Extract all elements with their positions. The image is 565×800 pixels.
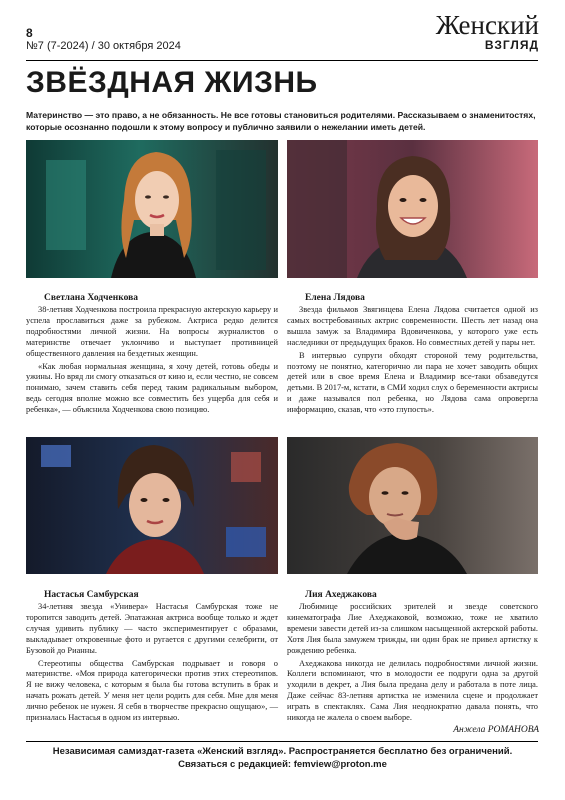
paragraph: «Как любая нормальная женщина, я хочу детей, готовь обеды и ужины. Но вряд ли смогу отказаться от кино и, если честно, не совсем понимаю, зачем ставить себя перед таким радикальным выбором, ведь сегодня вполне можно все совместить без ущерба для себя и ребенка», — объяснила Ходченкова свою позицию. [26,361,278,415]
article-lede: Материнство — это право, а не обязанность. Не все готовы становиться родителями. Рассказываем о знаменитостях, которые осознанно подошли к этому вопросу и публично заявили о нежелании иметь детей. [26,110,536,132]
photo-khodchenkova [26,140,278,278]
section-heading-akhedzhakova: Лия Ахеджакова [305,590,377,600]
paragraph: Любимице российских зрителей и звезде советского кинематографа Лие Ахеджаковой, возможно, тоже не хватило времени завести детей из-за слишком насыщенной актерской работы. Хотя Лия была замужем трижды, ни один брак не привел артистку к рождению ребенка. [287,602,538,655]
section-heading-khodchenkova: Светлана Ходченкова [44,293,138,303]
paragraph: Звезда фильмов Звягинцева Елена Лядова считается одной из самых востребованных актрис современности. Шесть лет назад она вышла замуж за Владимира Вдовиченкова, у которого уже есть наследники от предыдущих браков. Но совместных детей у пары нет. [287,305,538,347]
masthead-title: Женский [435,10,539,40]
photo-akhedzhakova [287,437,538,574]
footer-contact: Связаться с редакцией: femview@proton.me [178,759,387,770]
header-divider [26,60,538,61]
paragraph: 38-летняя Ходченкова построила прекрасную актерскую карьеру и успела прославиться даже за рубежом. Актриса редко делится подробностями личной жизни. На вопросы журналистов о материнстве отвечает уклончиво и выступает противницей общественного давления на бездетных женщин. [26,305,278,358]
article-headline: ЗВЁЗДНАЯ ЖИЗНЬ [26,66,318,99]
footer-divider [26,741,538,742]
paragraph: Стереотипы общества Самбурская подрывает и говоря о материнстве. «Моя природа категорически против этих стереотипов. Я не вижу человека, с которым я была бы готова вступить в брак и начать рожать детей. У меня нет цели родить для себя. Мне для меня лично ребенок не нужен. Я себя в творчестве прекрасно ощущаю», — призналась Настасья в одном из интервью. [26,658,278,723]
section-text-khodchenkova [26,305,278,416]
section-heading-samburskaya: Настасья Самбурская [44,590,139,600]
photo-samburskaya [26,437,278,574]
paragraph: 34-летняя звезда «Универа» Настасья Самбурская тоже не торопится заводить детей. Эпатажная актриса вообще только и ждет случая удивить публику — часто экспериментирует с образами, выкладывает откровенные фото и ругается с другими селебрити, от Бузовой до Рианны. [26,602,278,655]
section-text-lyadova [287,305,538,416]
photo-lyadova [287,140,538,278]
paragraph: В интервью супруги обходят стороной тему родительства, поэтому не понятно, категорично ли пара не хочет заводить общих детей или в свое время Елена и Владимир все-таки обзаведутся детьми. В 2017-м, кстати, в СМИ ходил слух о беременности актрисы и даже назывался пол ребенка, но Лядова сама опровергла информацию, сказав, что «это глупость». [287,350,538,415]
masthead-subtitle: ВЗГЛЯД [484,38,539,52]
author-signature: Анжела РОМАНОВА [453,725,539,735]
footer-tagline: Независимая самиздат-газета «Женский взгляд». Распространяется бесплатно без ограничений. [52,746,513,757]
section-text-akhedzhakova [287,602,538,724]
section-heading-lyadova: Елена Лядова [305,293,365,303]
paragraph: Ахеджакова никогда не делилась подробностями личной жизни. Коллеги вспоминают, что в молодости ее подруги одна за другой уходили в декрет, а Лия была предана делу и работала в поте лица. Даже сейчас 83-летняя артистка не изменила сцене и продолжает играть в спектаклях. Сама Лия неоднократно давала понять, что никогда не жалела о своем выборе. [287,658,538,723]
section-text-samburskaya [26,602,278,724]
issue-info: №7 (7-2024) / 30 октября 2024 [26,40,181,52]
page-number: 8 [26,26,33,40]
